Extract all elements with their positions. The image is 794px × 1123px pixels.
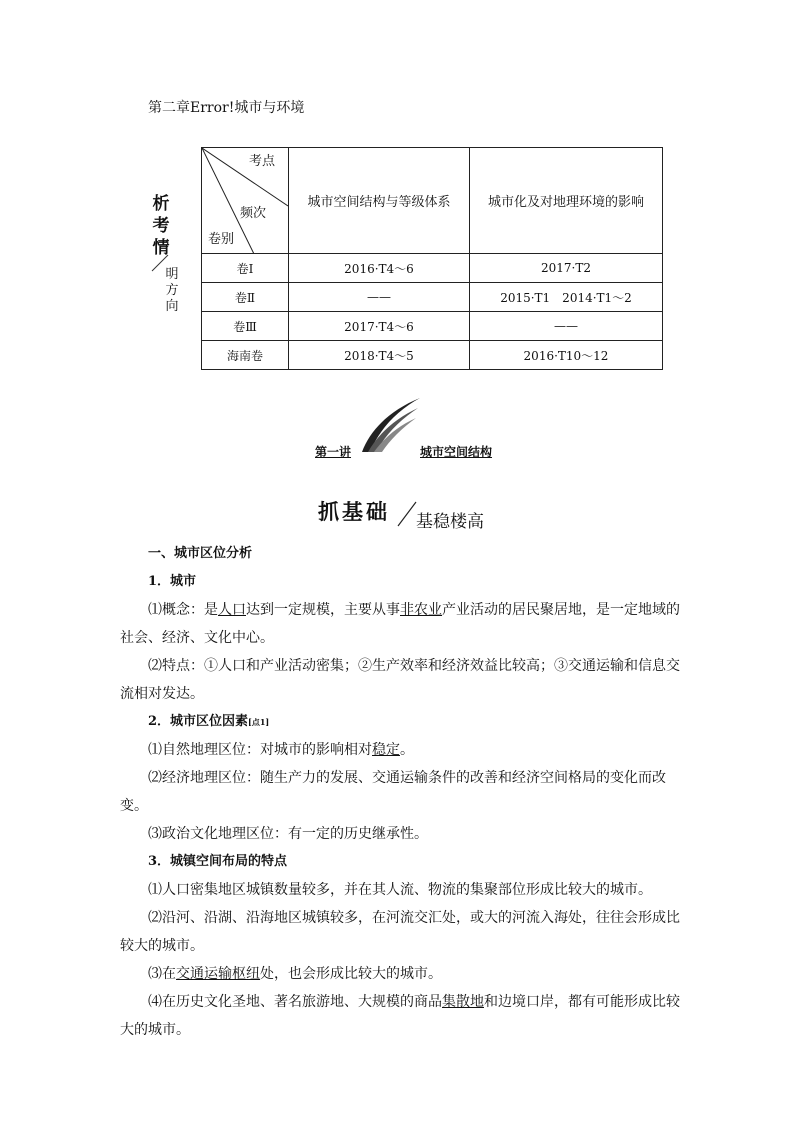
paragraph-natural	[120, 736, 680, 764]
diag-label-topic: 考点	[249, 154, 276, 169]
point-tag: [点1]	[248, 717, 270, 727]
table-row	[202, 254, 663, 283]
swoosh-logo-icon	[358, 396, 422, 456]
underlined-term: 稳定	[372, 742, 400, 758]
side-char-3: 情	[152, 238, 170, 258]
text-span: ⑴概念：是	[148, 602, 218, 618]
underlined-term: 人口	[218, 602, 246, 618]
text-span: 产业活动的居民聚居地，是一定地域的社会、经济、文化中心。	[120, 602, 680, 646]
main-content	[120, 540, 680, 1044]
paragraph-layout-1: ⑴人口密集地区城镇数量较多，并在其人流、物流的集聚部位形成比较大的城市。	[148, 882, 652, 898]
text-span: 和边境口岸，都有可能形成比较大的城市。	[120, 994, 680, 1038]
table-cell: 2016·T10～12	[470, 341, 663, 370]
table-cell: 2017·T2	[470, 254, 663, 283]
heading-text: 2．城市区位因素	[148, 714, 249, 729]
side-label	[150, 193, 180, 314]
row-label: 卷Ⅲ	[202, 312, 289, 341]
subsection-heading	[120, 708, 680, 736]
paragraph-concept	[120, 596, 680, 652]
table-row	[202, 312, 663, 341]
table-row	[202, 283, 663, 312]
paragraph-political: ⑶政治文化地理区位：有一定的历史继承性。	[148, 826, 428, 842]
paragraph-layout-3	[120, 960, 680, 988]
text-span: ⑷在历史文化圣地、著名旅游地、大规模的商品	[148, 994, 442, 1010]
col-header-1: 城市空间结构与等级体系	[289, 148, 470, 254]
text-span: 。	[400, 742, 414, 758]
text-span: ⑴自然地理区位：对城市的影响相对	[148, 742, 372, 758]
text-span: 处，也会形成比较大的城市。	[260, 966, 442, 982]
table-cell: ——	[289, 283, 470, 312]
side-char-2: 考	[152, 216, 170, 236]
banner-subtitle: 基稳楼高	[416, 512, 484, 532]
row-label: 卷Ⅰ	[202, 254, 289, 283]
chapter-title: 第二章Error!城市与环境	[148, 100, 305, 116]
side-small-label	[165, 267, 179, 315]
subsection-heading: 1．城市	[148, 574, 197, 589]
table-cell: 2015·T1 2014·T1～2	[470, 283, 663, 312]
table-cell: ——	[470, 312, 663, 341]
exam-table	[201, 147, 663, 370]
side-small-char-2: 方	[165, 283, 179, 298]
table-header-row	[202, 148, 663, 254]
underlined-term: 集散地	[442, 994, 484, 1010]
section-heading: 一、城市区位分析	[148, 546, 253, 561]
text-span: ⑶在	[148, 966, 176, 982]
table-cell: 2016·T4～6	[289, 254, 470, 283]
text-span: 达到一定规模，主要从事	[246, 602, 400, 618]
table-cell: 2017·T4～6	[289, 312, 470, 341]
underlined-term: 交通运输枢纽	[176, 966, 260, 982]
paragraph-layout-4	[120, 988, 680, 1044]
side-char-1: 析	[152, 194, 170, 214]
paragraph-economic: ⑵经济地理区位：随生产力的发展、交通运输条件的改善和经济空间格局的变化而改变。	[120, 770, 666, 814]
paragraph-layout-2: ⑵沿河、沿湖、沿海地区城镇较多，在河流交汇处，或大的河流入海处，往往会形成比较大的城市。	[120, 910, 680, 954]
banner-title: 抓基础	[318, 500, 390, 524]
col-header-2: 城市化及对地理环境的影响	[470, 148, 663, 254]
row-label: 卷Ⅱ	[202, 283, 289, 312]
side-small-char-1: 明	[165, 267, 179, 282]
diagonal-header-cell	[202, 148, 289, 254]
diag-label-frequency: 频次	[240, 206, 267, 221]
paragraph-features: ⑵特点：①人口和产业活动密集；②生产效率和经济效益比较高；③交通运输和信息交流相对发达。	[120, 658, 680, 702]
side-small-char-3: 向	[165, 299, 179, 314]
row-label: 海南卷	[202, 341, 289, 370]
lecture-title: 城市空间结构	[420, 445, 493, 459]
diag-label-paper: 卷别	[208, 232, 235, 247]
table-cell: 2018·T4～5	[289, 341, 470, 370]
subsection-heading: 3．城镇空间布局的特点	[148, 854, 288, 869]
lecture-number: 第一讲	[315, 445, 352, 459]
table-row	[202, 341, 663, 370]
banner-slash	[396, 500, 418, 528]
underlined-term: 非农业	[400, 602, 442, 618]
